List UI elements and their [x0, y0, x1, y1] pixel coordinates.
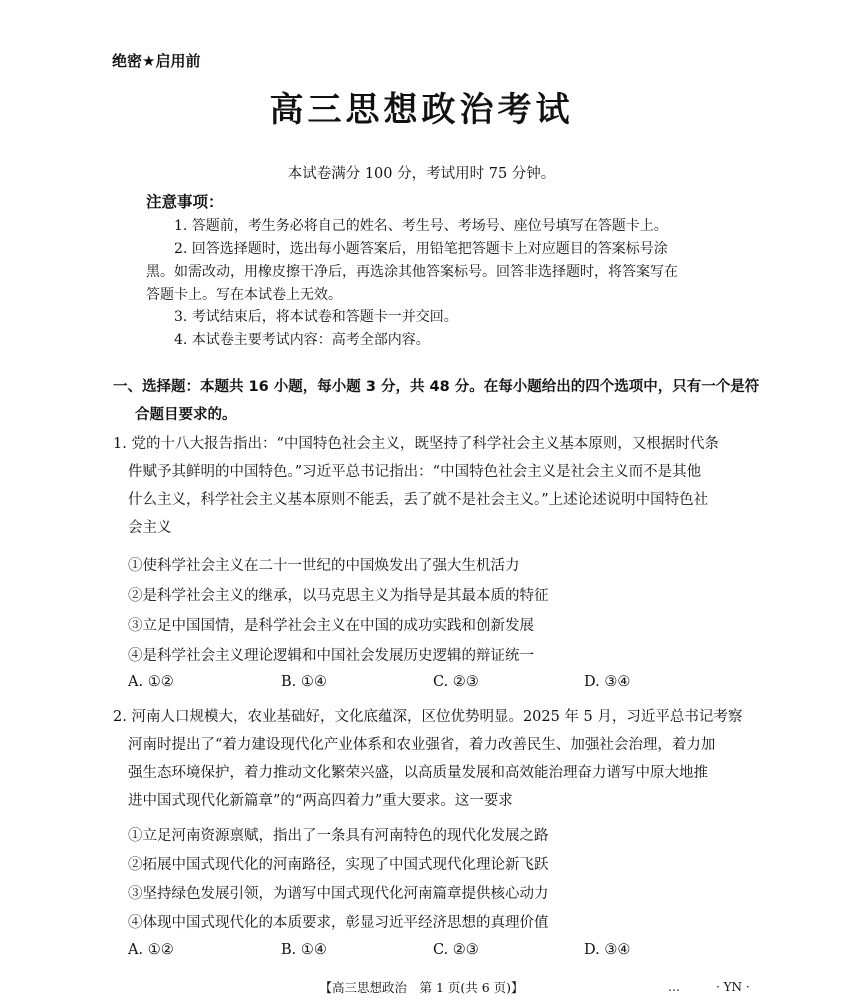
question-stem-line: 1. 党的十八大报告指出：“中国特色社会主义，既坚持了科学社会主义基本原则，又根据时代条 [113, 436, 719, 452]
question-item: ③坚持绿色发展引领，为谱写中国式现代化河南篇章提供核心动力 [128, 886, 549, 902]
question-stem-line: 河南时提出了“着力建设现代化产业体系和农业强省，着力改善民生、加强社会治理，着力加 [128, 737, 716, 753]
question-item: ①使科学社会主义在二十一世纪的中国焕发出了强大生机活力 [128, 558, 520, 574]
question-stem-line: 会主义 [128, 520, 172, 536]
footer-code: … · YN · [668, 980, 750, 994]
notice-line: 黑。如需改动，用橡皮擦干净后，再选涂其他答案标号。回答非选择题时，将答案写在 [146, 264, 678, 280]
page-footer: 【高三思想政治 第 1 页(共 6 页)】 [319, 980, 524, 995]
section-instruction-cont: 合题目要求的。 [135, 407, 237, 423]
notice-heading: 注意事项： [146, 193, 224, 211]
question-item: ②是科学社会主义的继承，以马克思主义为指导是其最本质的特征 [128, 588, 549, 604]
choice-c: C. ②③ [433, 942, 479, 958]
question-stem-line: 2. 河南人口规模大，农业基础好，文化底蕴深，区位优势明显。2025 年 5 月，习近平总书记考察 [113, 709, 743, 725]
exam-subtitle: 本试卷满分 100 分，考试用时 75 分钟。 [287, 166, 556, 182]
question-item: ③立足中国国情，是科学社会主义在中国的成功实践和创新发展 [128, 618, 534, 634]
choice-a: A. ①② [128, 942, 174, 958]
notice-line: 1. 答题前，考生务必将自己的姓名、考生号、考场号、座位号填写在答题卡上。 [174, 218, 668, 234]
question-item: ④是科学社会主义理论逻辑和中国社会发展历史逻辑的辩证统一 [128, 648, 534, 664]
choice-c: C. ②③ [433, 674, 479, 690]
question-stem-line: 进中国式现代化新篇章”的“两高四着力”重大要求。这一要求 [128, 793, 513, 809]
notice-line: 4. 本试卷主要考试内容：高考全部内容。 [174, 332, 430, 348]
choice-d: D. ③④ [584, 674, 631, 690]
choice-a: A. ①② [128, 674, 174, 690]
question-item: ①立足河南资源禀赋，指出了一条具有河南特色的现代化发展之路 [128, 828, 549, 844]
question-stem-line: 什么主义，科学社会主义基本原则不能丢，丢了就不是社会主义。”上述论述说明中国特色社 [128, 492, 709, 508]
section-instruction: 一、选择题：本题共 16 小题，每小题 3 分，共 48 分。在每小题给出的四个选项中，只有一个是符 [113, 379, 760, 395]
question-stem-line: 强生态环境保护，着力推动文化繁荣兴盛，以高质量发展和高效能治理奋力谱写中原大地推 [128, 765, 708, 781]
choice-d: D. ③④ [584, 942, 631, 958]
exam-title: 高三思想政治考试 [269, 90, 574, 130]
choice-b: B. ①④ [281, 674, 327, 690]
notice-line: 3. 考试结束后，将本试卷和答题卡一并交回。 [174, 309, 458, 325]
choice-b: B. ①④ [281, 942, 327, 958]
notice-line: 2. 回答选择题时，选出每小题答案后，用铅笔把答题卡上对应题目的答案标号涂 [174, 241, 668, 257]
question-item: ④体现中国式现代化的本质要求，彰显习近平经济思想的真理价值 [128, 915, 549, 931]
question-stem-line: 件赋予其鲜明的中国特色。”习近平总书记指出：“中国特色社会主义是社会主义而不是其他 [128, 464, 702, 480]
question-item: ②拓展中国式现代化的河南路径，实现了中国式现代化理论新飞跃 [128, 857, 549, 873]
notice-line: 答题卡上。写在本试卷上无效。 [146, 287, 342, 303]
confidential-label: 绝密★启用前 [112, 52, 201, 70]
